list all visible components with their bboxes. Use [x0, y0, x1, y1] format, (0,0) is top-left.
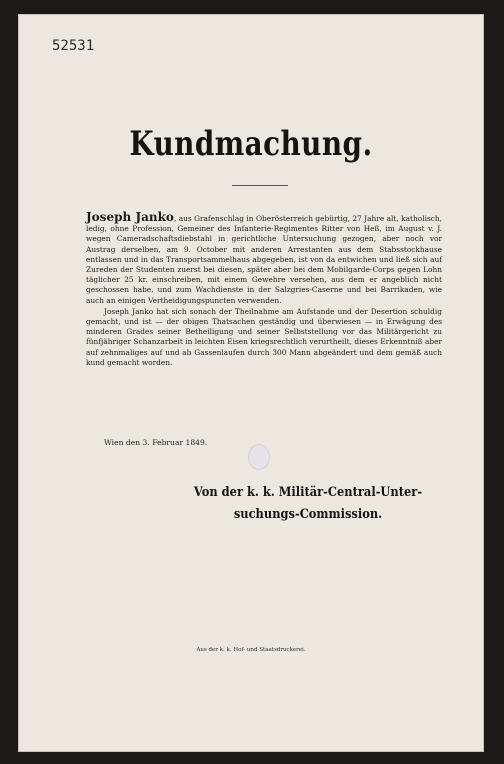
- date-line: Wien den 3. Februar 1849.: [104, 438, 208, 447]
- library-stamp: [248, 444, 270, 470]
- printer-imprint: Aus der k. k. Hof- und Staatsdruckerei.: [196, 647, 306, 653]
- paragraph-1-lead: Joseph Janko: [86, 210, 174, 224]
- paragraph-1-text: , aus Grafenschlag in Oberösterreich gebürtig, 27 Jahre alt, katholisch, ledig, ohne Profession, Gemeiner des Infanterie-Regimentes Ritter von Heß, im August v. J. wegen Cameradschaftsdiebstahl in gerichtliche Untersuchung gezogen, aber noch vor Austrag derselben, am 9. October mit anderen Arrestanten aus dem Stabsstockhause entlassen und in das Transportsammelhaus abgegeben, ist von da entwichen und ließ sich auf Zureden der Studenten zuerst bei diesen, später aber bei dem Mobilgarde-Corps gegen Lohn täglicher 25 kr. einschreiben, mit einem Gewehre versehen, aus dem er angeblich nicht geschossen habe, und zum Wachdienste in der Salzgries-Caserne und bei Barrikaden, wie auch an einigen Vertheidigungspuncten verwenden.: [86, 214, 442, 305]
- notice-body: [86, 212, 442, 368]
- inventory-number: 52531: [52, 38, 95, 54]
- signature-block: [194, 482, 423, 526]
- title-divider: [232, 185, 288, 186]
- signature-line-1: Von der k. k. Militär-Central-Unter-: [193, 485, 423, 500]
- paragraph-2: Joseph Janko hat sich sonach der Theilnahme am Aufstande und der Desertion schuldig gemacht, und ist — der obigen Thatsachen geständig und überwiesen — in Erwägung des minderen Grades seiner Betheiligung und seiner Selbststellung vor das Militärgericht zu fünfjähriger Schanzarbeit in leichten Eisen kriegsrechtlich verurtheilt, dieses Erkenntniß aber auf zehnmaliges auf und ab Gassenlaufen durch 300 Mann abgeändert und dem gemäß auch kund gemacht worden.: [86, 306, 442, 367]
- notice-title: Kundmachung.: [129, 124, 373, 164]
- notice-sheet: [18, 14, 484, 752]
- paragraph-1: [86, 212, 442, 306]
- signature-line-2: suchungs-Commission.: [233, 507, 383, 522]
